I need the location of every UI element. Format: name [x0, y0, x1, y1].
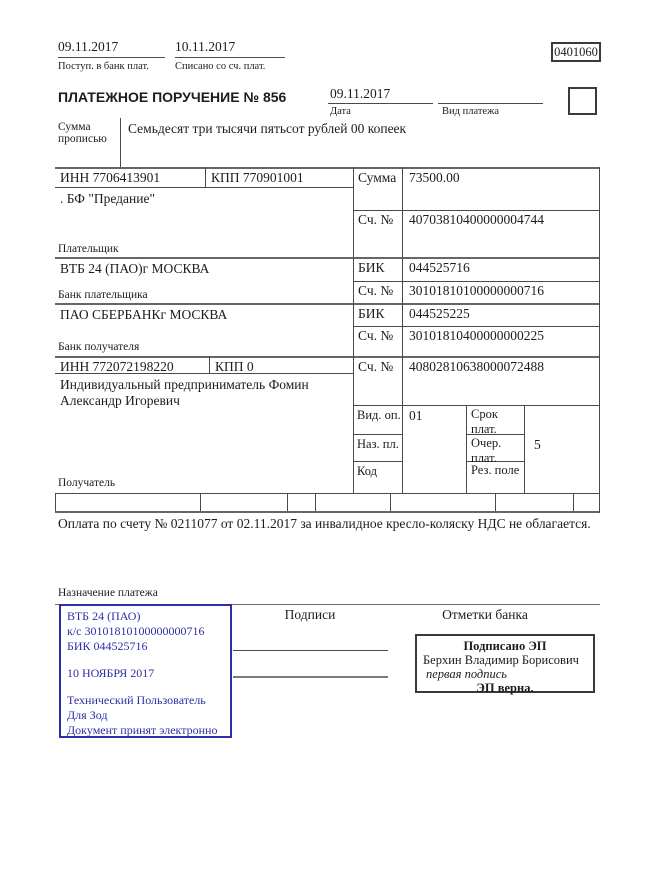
bank-stamp: [59, 604, 232, 738]
table-line: [353, 326, 600, 327]
payee-account-value: 40802810638000072488: [409, 359, 544, 374]
code-label: Код: [357, 464, 377, 478]
table-line: [209, 356, 210, 373]
payee-kpp: КПП 0: [215, 359, 254, 374]
payee-name: Индивидуальный предприниматель Фомин Александр Игоревич: [60, 377, 309, 408]
payer-bank-name: ВТБ 24 (ПАО)г МОСКВА: [60, 261, 210, 276]
table-line: [402, 167, 403, 493]
priority-value: 5: [534, 437, 541, 452]
bank-marks-header: Отметки банка: [442, 607, 528, 622]
pay-purpose-code-label: Наз. пл.: [357, 437, 399, 451]
table-line: [524, 405, 525, 493]
payer-bank-bik-value: 044525716: [409, 260, 470, 275]
table-line: [55, 511, 600, 513]
payer-inn: ИНН 7706413901: [60, 170, 161, 185]
table-line: [495, 493, 496, 511]
form-code-box: [551, 42, 601, 62]
table-line: [353, 405, 600, 406]
op-kind-label: Вид. оп.: [357, 408, 401, 422]
stamp-corr-account: к/с 30101810100000000716: [67, 624, 205, 638]
table-line: [353, 461, 402, 462]
table-line: [599, 167, 600, 513]
received-date-label: Поступ. в банк плат.: [58, 61, 149, 72]
table-line: [466, 405, 467, 493]
stamp-operator: Технический Пользователь Для Зод: [67, 693, 206, 722]
table-line: [55, 356, 600, 358]
table-line: [573, 493, 574, 511]
signature-line-2: [233, 676, 388, 678]
stamp-bik: БИК 044525716: [67, 639, 148, 653]
amount-words-label: Сумма прописью: [58, 121, 107, 145]
payee-section-label: Получатель: [58, 477, 116, 489]
signature-line-1: [233, 650, 388, 651]
payee-bank-name: ПАО СБЕРБАНКг МОСКВА: [60, 307, 228, 322]
payer-name: . БФ "Предание": [60, 191, 155, 206]
debited-date-label: Списано со сч. плат.: [175, 61, 266, 72]
table-line: [353, 281, 600, 282]
purpose-section-label: Назначение платежа: [58, 587, 158, 599]
document-date-label: Дата: [330, 106, 351, 117]
table-line: [200, 493, 201, 511]
purpose-text: Оплата по счету № 0211077 от 02.11.2017 за инвалидное кресло-коляску НДС не облагается.: [58, 516, 591, 531]
ep-verified: ЭП верна.: [476, 681, 534, 695]
table-line: [315, 493, 316, 511]
table-line: [390, 493, 391, 511]
ep-stamp-box: [415, 634, 595, 693]
payee-bank-bik-label: БИК: [358, 306, 385, 321]
payer-section-label: Плательщик: [58, 243, 119, 255]
ep-signature-type: первая подпись: [426, 667, 507, 681]
due-date-label: Срок плат.: [471, 407, 498, 436]
table-line: [55, 257, 600, 259]
stamp-date: 10 НОЯБРЯ 2017: [67, 666, 155, 680]
payee-bank-bik-value: 044525225: [409, 306, 470, 321]
amount-words-divider: [120, 118, 121, 168]
payment-type-underline: [438, 103, 543, 104]
priority-label: Очер. плат.: [471, 436, 502, 465]
document-date-value: 09.11.2017: [330, 86, 391, 101]
payer-account-value: 40703810400000004744: [409, 212, 544, 227]
amount-value: 73500.00: [409, 170, 460, 185]
signatures-header: Подписи: [284, 607, 336, 622]
table-line: [55, 493, 600, 494]
ep-title: Подписано ЭП: [463, 639, 547, 653]
table-line: [55, 187, 353, 188]
document-title: ПЛАТЕЖНОЕ ПОРУЧЕНИЕ № 856: [58, 89, 287, 105]
table-line: [353, 167, 354, 493]
payer-kpp: КПП 770901001: [211, 170, 304, 185]
payment-type-label: Вид платежа: [442, 106, 500, 117]
debited-date-underline: [175, 57, 285, 58]
op-kind-value: 01: [409, 408, 423, 423]
table-line: [353, 210, 600, 211]
received-date-value: 09.11.2017: [58, 39, 119, 54]
payee-inn: ИНН 772072198220: [60, 359, 174, 374]
payee-account-label: Сч. №: [358, 359, 394, 374]
payee-bank-section-label: Банк получателя: [58, 341, 140, 353]
amount-words-value: Семьдесят три тысячи пятьсот рублей 00 копеек: [128, 121, 407, 136]
payment-type-box: [568, 87, 597, 115]
received-date-underline: [58, 57, 165, 58]
reserve-label: Рез. поле: [471, 463, 520, 477]
table-line: [55, 167, 600, 169]
amount-label: Сумма: [358, 170, 397, 185]
form-code-value: 0401060: [554, 44, 598, 59]
payer-bank-section-label: Банк плательщика: [58, 289, 148, 301]
payer-account-label: Сч. №: [358, 212, 394, 227]
table-line: [55, 303, 600, 305]
payer-bank-account-label: Сч. №: [358, 283, 394, 298]
payee-bank-account-label: Сч. №: [358, 328, 394, 343]
table-line: [205, 167, 206, 187]
stamp-bank-name: ВТБ 24 (ПАО): [67, 609, 141, 623]
debited-date-value: 10.11.2017: [175, 39, 236, 54]
payer-bank-bik-label: БИК: [358, 260, 385, 275]
document-date-underline: [328, 103, 433, 104]
table-line: [287, 493, 288, 511]
payee-bank-account-value: 30101810400000000225: [409, 328, 544, 343]
payer-bank-account-value: 30101810100000000716: [409, 283, 544, 298]
stamp-note: Документ принят электронно: [67, 723, 218, 737]
ep-signer: Берхин Владимир Борисович: [423, 653, 579, 667]
table-line: [353, 434, 402, 435]
table-line: [55, 493, 56, 511]
